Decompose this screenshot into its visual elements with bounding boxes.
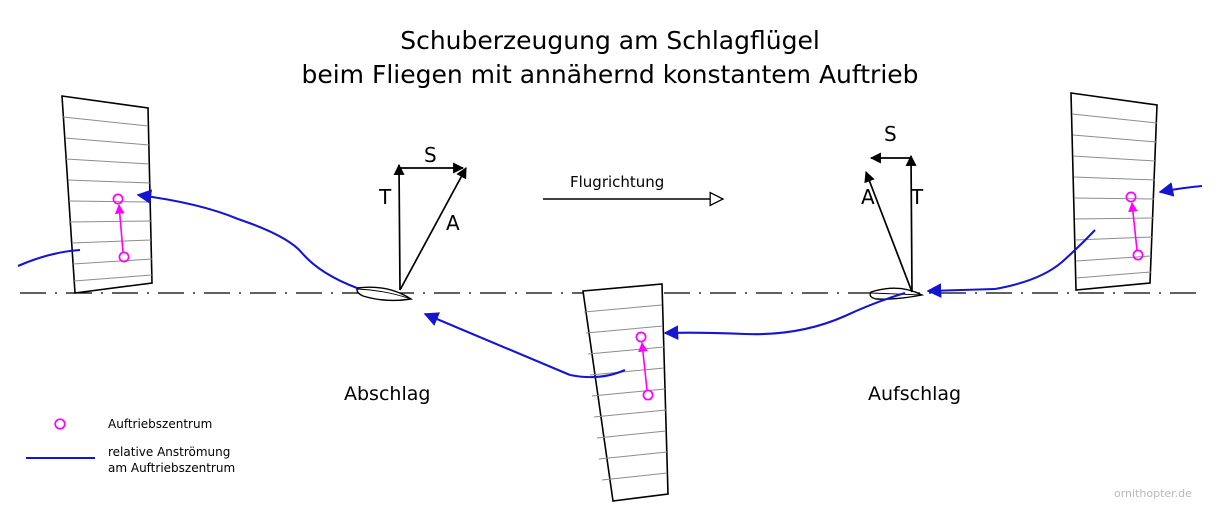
title-line-1: Schuberzeugung am Schlagflügel (400, 26, 820, 55)
label-resultant-right: A (861, 185, 875, 209)
label-shear-left: S (424, 143, 437, 167)
label-upstroke: Aufschlag (868, 383, 962, 405)
wing-middle-bottom (583, 284, 668, 501)
wing-right-top (1071, 93, 1157, 290)
legend-center-of-lift-icon (55, 419, 65, 429)
title-line-2: beim Fliegen mit annähernd konstantem Auftrieb (301, 59, 919, 89)
label-thrust-right: T (911, 185, 924, 209)
label-shear-right: S (884, 122, 897, 146)
label-resultant-left: A (446, 211, 460, 235)
label-thrust-left: T (379, 185, 392, 209)
airfoil-right-mid (870, 288, 922, 299)
legend-item-flow-label-line1: relative Anströmung (108, 445, 231, 459)
legend-item-flow-label-line2: am Auftriebszentrum (108, 461, 236, 475)
legend-item-center-of-lift-label: Auftriebszentrum (108, 417, 213, 431)
credit-watermark: ornithopter.de (1114, 487, 1192, 500)
label-flight-direction: Flugrichtung (570, 173, 665, 191)
airfoil-left-mid (357, 287, 411, 300)
legend-graphics (26, 419, 95, 458)
label-downstroke: Abschlag (344, 383, 431, 405)
force-triangle-right (866, 156, 912, 292)
